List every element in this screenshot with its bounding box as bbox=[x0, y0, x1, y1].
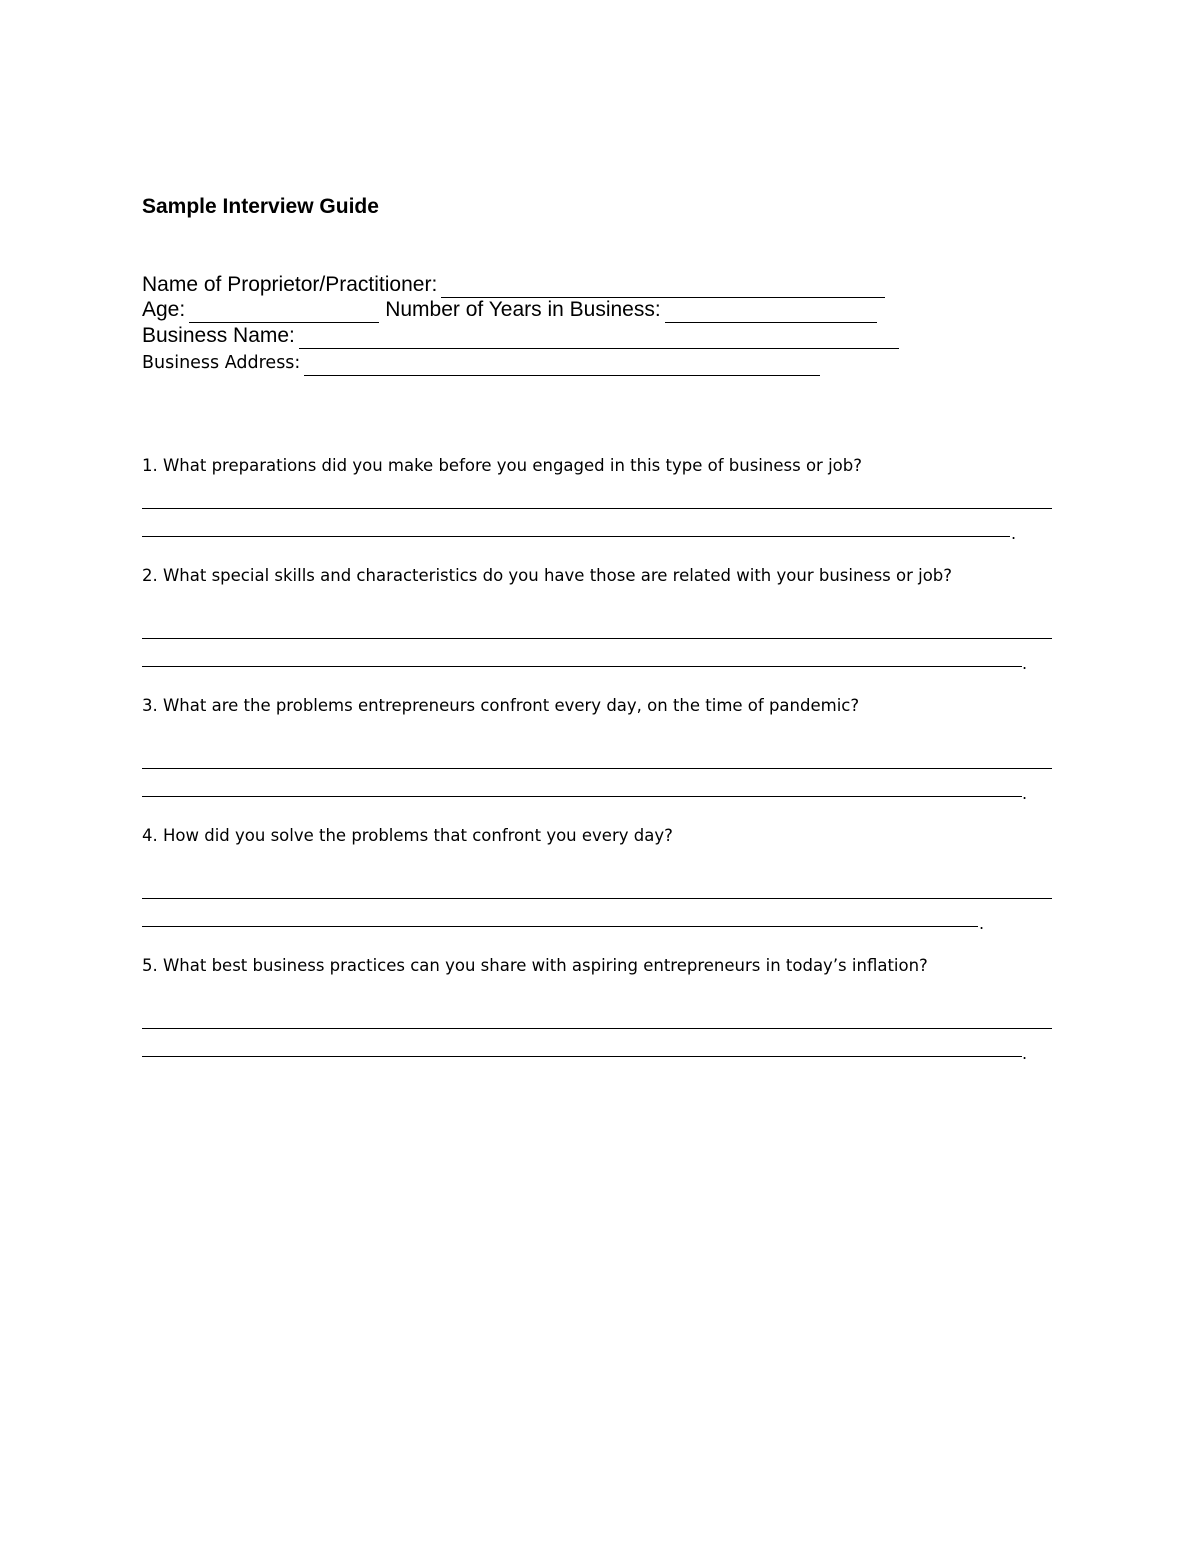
answer-line-1a[interactable] bbox=[142, 506, 1052, 509]
end-mark-3: . bbox=[1022, 784, 1028, 803]
answer-line-2b[interactable] bbox=[142, 664, 1022, 667]
years-label: Number of Years in Business: bbox=[385, 298, 661, 321]
proprietor-blank[interactable] bbox=[441, 277, 885, 298]
question-1: 1. What preparations did you make before you engaged in this type of business or job? bbox=[142, 456, 862, 475]
age-label: Age: bbox=[142, 298, 186, 321]
business-name-blank[interactable] bbox=[299, 328, 899, 349]
proprietor-label: Name of Proprietor/Practitioner: bbox=[142, 273, 438, 296]
question-2: 2. What special skills and characteristics do you have those are related with your business or job? bbox=[142, 566, 953, 585]
end-mark-4: . bbox=[979, 914, 985, 933]
proprietor-field bbox=[142, 272, 885, 298]
answer-line-3a[interactable] bbox=[142, 766, 1052, 769]
question-5: 5. What best business practices can you share with aspiring entrepreneurs in today’s inflation? bbox=[142, 956, 928, 975]
age-blank[interactable] bbox=[189, 302, 379, 323]
answer-line-2a[interactable] bbox=[142, 636, 1052, 639]
business-address-field bbox=[142, 350, 820, 376]
years-blank[interactable] bbox=[665, 302, 877, 323]
answer-line-1b[interactable] bbox=[142, 534, 1010, 537]
business-address-label: Business Address: bbox=[142, 353, 301, 373]
answer-line-5b[interactable] bbox=[142, 1054, 1022, 1057]
business-name-label: Business Name: bbox=[142, 324, 295, 347]
answer-line-5a[interactable] bbox=[142, 1026, 1052, 1029]
question-4: 4. How did you solve the problems that confront you every day? bbox=[142, 826, 673, 845]
question-3: 3. What are the problems entrepreneurs confront every day, on the time of pandemic? bbox=[142, 696, 860, 715]
end-mark-2: . bbox=[1022, 654, 1028, 673]
end-mark-5: . bbox=[1022, 1044, 1028, 1063]
answer-line-3b[interactable] bbox=[142, 794, 1022, 797]
answer-line-4b[interactable] bbox=[142, 924, 978, 927]
answer-line-4a[interactable] bbox=[142, 896, 1052, 899]
business-address-blank[interactable] bbox=[304, 357, 820, 376]
end-mark-1: . bbox=[1011, 524, 1017, 543]
page-title: Sample Interview Guide bbox=[142, 195, 379, 218]
business-name-field bbox=[142, 323, 899, 349]
age-years-field bbox=[142, 297, 877, 323]
